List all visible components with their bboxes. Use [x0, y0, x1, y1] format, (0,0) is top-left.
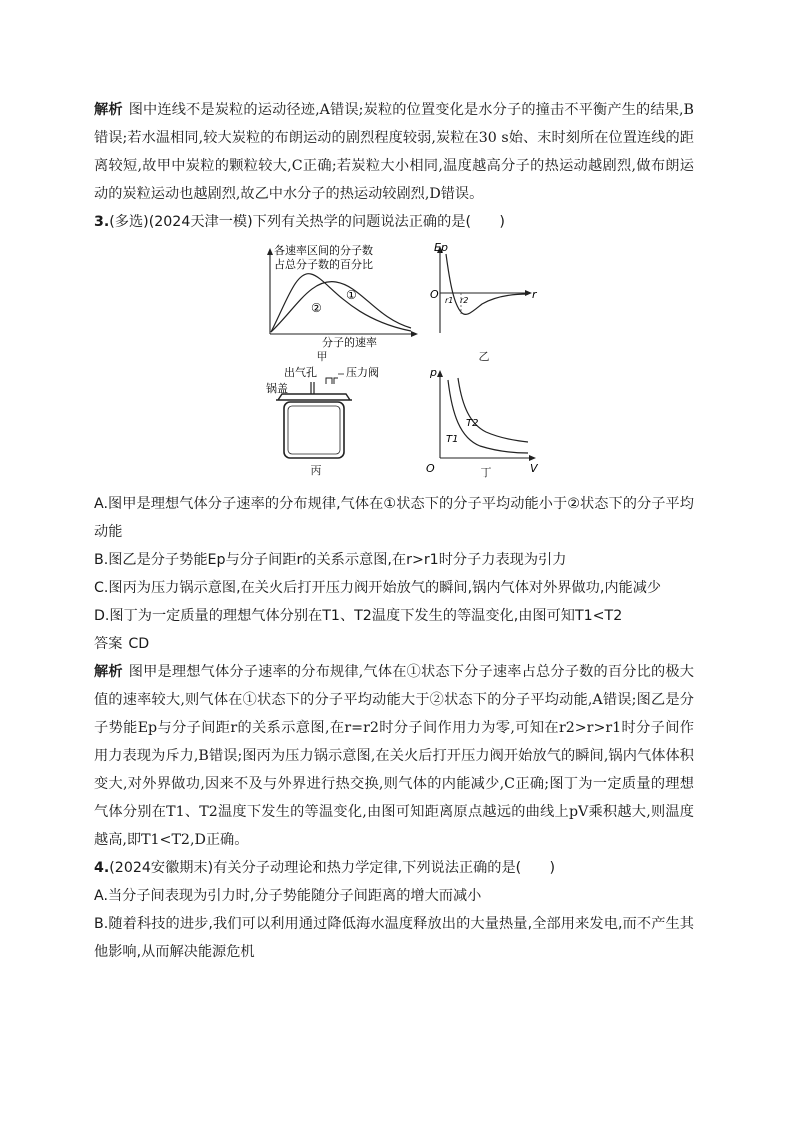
explanation-text: 图甲是理想气体分子速率的分布规律,气体在①状态下分子速率占总分子数的百分比的极大值的速率较大,则气体在①状态下的分子平均动能大于②状态下的分子平均动能,A错误;图乙是分子势能Ep与分子间距r的关系示意图,在r=r2时分子间作用力为零,可知在r2>r>r1时分子间作用力表现为斥力,B错误;图丙为压力锅示意图,在关火后打开压力阀开始放气的瞬间,锅内气体体积变大,对外界做功,因来不及与外界进行热交换,则气体的内能减少,C正确;图丁为一定质量的理想气体分别在T1、T2温度下发生的等温变化,由图可知距离原点越远的曲线上pV乘积越大,则温度越高,即T1<T2,D正确。 [94, 664, 694, 848]
ding-t1: T1 [446, 434, 459, 445]
ding-origin: O [426, 462, 435, 475]
answer-value: CD [128, 636, 150, 652]
bing-valve-label: 压力阀 [346, 366, 379, 379]
yi-r2: r2 [460, 296, 469, 305]
figure-ding [424, 364, 544, 486]
yi-x-axis: r [532, 288, 537, 301]
caption-yi: 乙 [478, 350, 490, 363]
question-stem-text: (2024安徽期末)有关分子动理论和热力学定律,下列说法正确的是( ) [109, 860, 556, 876]
jia-ylabel-1: 各速率区间的分子数 [274, 244, 373, 257]
q3-explanation [94, 658, 694, 854]
pot-body [284, 402, 344, 458]
q3-answer [94, 630, 694, 658]
figure-yi [424, 238, 544, 363]
question-number: 4. [94, 860, 110, 876]
yi-origin: O [430, 288, 439, 301]
explanation-tag: 解析 [94, 102, 123, 118]
bing-vent-label: 出气孔 [284, 366, 317, 379]
explanation-text: 图中连线不是炭粒的运动径迹,A错误;炭粒的位置变化是水分子的撞击不平衡产生的结果,B错误;若水温相同,较大炭粒的布朗运动的剧烈程度较弱,炭粒在30 s始、末时刻所在位置连线的距离较短,故甲中炭粒的颗粒较大,C正确;若炭粒大小相同,温度越高分子的热运动越剧烈,做布朗运动的炭粒运动也越剧烈,故乙中水分子的热运动较剧烈,D错误。 [94, 102, 694, 202]
figure-bing [266, 364, 416, 486]
q4-option-a: A.当分子间表现为引力时,分子势能随分子间距离的增大而减小 [94, 888, 482, 904]
figure-jia [266, 238, 426, 363]
curve-2 [271, 274, 411, 332]
yi-y-axis: Ep [434, 241, 448, 254]
ding-x-axis: V [530, 462, 538, 475]
ding-y-axis: p [430, 366, 437, 379]
jia-curve2-label: ② [311, 301, 322, 315]
question-4-stem [94, 854, 694, 882]
isotherm-t2 [458, 378, 528, 442]
question-number: 3. [94, 214, 110, 230]
caption-bing: 丙 [310, 464, 322, 477]
q3-option-b: B.图乙是分子势能Ep与分子间距r的关系示意图,在r>r1时分子力表现为引力 [94, 552, 567, 568]
answer-tag: 答案 [94, 636, 123, 652]
question-stem-text: (多选)(2024天津一模)下列有关热学的问题说法正确的是( ) [109, 214, 505, 230]
potential-curve [446, 254, 528, 314]
yi-r1: r1 [445, 296, 454, 305]
explanation-q2 [94, 96, 694, 208]
bing-lid-label: 锅盖 [266, 382, 288, 395]
q4-option-b: B.随着科技的进步,我们可以利用通过降低海水温度释放出的大量热量,全部用来发电,而不产生其他影响,从而解决能源危机 [94, 916, 694, 960]
q3-option-a: A.图甲是理想气体分子速率的分布规律,气体在①状态下的分子平均动能小于②状态下的分子平均动能 [94, 496, 694, 540]
jia-xlabel: 分子的速率 [322, 336, 377, 349]
page-content [94, 96, 694, 966]
q3-option-c: C.图丙为压力锅示意图,在关火后打开压力阀开始放气的瞬间,锅内气体对外界做功,内能减少 [94, 580, 662, 596]
q3-option-d: D.图丁为一定质量的理想气体分别在T1、T2温度下发生的等温变化,由图可知T1<T2 [94, 608, 623, 624]
figure-group [94, 238, 694, 486]
caption-jia: 甲 [316, 350, 328, 363]
ding-t2: T2 [466, 418, 479, 429]
jia-curve1-label: ① [346, 288, 357, 302]
jia-ylabel-2: 占总分子数的百分比 [274, 258, 373, 271]
question-3-stem [94, 208, 694, 236]
explanation-tag: 解析 [94, 664, 123, 680]
caption-ding: 丁 [480, 466, 492, 479]
